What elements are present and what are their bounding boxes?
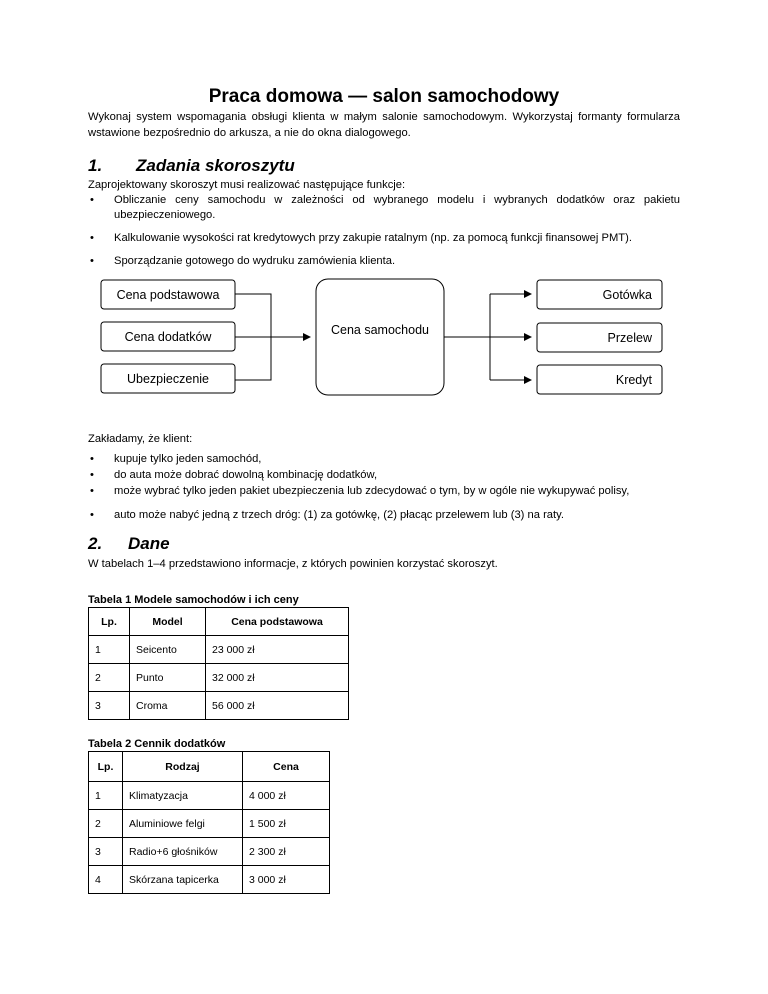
table-cell: Punto <box>130 664 206 692</box>
table-cell: 4 <box>89 866 123 894</box>
table-header: Rodzaj <box>123 752 243 782</box>
output-label: Kredyt <box>615 373 652 387</box>
table-cell: Skórzana tapicerka <box>123 866 243 894</box>
list-item: • auto może nabyć jedną z trzech dróg: (1) za gotówkę, (2) płacąc przelewem lub (3) na raty. <box>88 508 680 523</box>
table-cell: 3 000 zł <box>243 866 330 894</box>
section-2-number: 2. <box>88 534 103 553</box>
table-cell: 1 500 zł <box>243 810 330 838</box>
section-1-number: 1. <box>88 156 103 175</box>
table-cell: Klimatyzacja <box>123 782 243 810</box>
table-cell: 1 <box>89 636 130 664</box>
table-row <box>89 636 349 664</box>
table-cell: 23 000 zł <box>206 636 349 664</box>
list-item: • Kalkulowanie wysokości rat kredytowych przy zakupie ratalnym (np. za pomocą funkcji finansowej PMT). <box>88 231 680 246</box>
table-cell: 3 <box>89 692 130 720</box>
section-2-title: Dane <box>128 534 170 553</box>
table-2 <box>88 751 330 894</box>
section-2-heading <box>88 534 170 554</box>
table-cell: 4 000 zł <box>243 782 330 810</box>
table-header: Cena <box>243 752 330 782</box>
table-row <box>89 838 330 866</box>
table-cell: 56 000 zł <box>206 692 349 720</box>
table-cell: Seicento <box>130 636 206 664</box>
list-item: • może wybrać tylko jeden pakiet ubezpieczenia lub zdecydować o tym, by w ogóle nie wykupywać polisy, <box>88 484 680 499</box>
table-cell: 2 300 zł <box>243 838 330 866</box>
input-label: Ubezpieczenie <box>127 372 209 386</box>
assumptions-lead: Zakładamy, że klient: <box>88 433 193 445</box>
table-cell: Aluminiowe felgi <box>123 810 243 838</box>
list-item: • kupuje tylko jeden samochód, <box>88 452 680 467</box>
table-2-caption: Tabela 2 Cennik dodatków <box>88 738 226 750</box>
table-row <box>89 782 330 810</box>
section-1-title: Zadania skoroszytu <box>136 156 295 175</box>
list-item: • do auta może dobrać dowolną kombinację dodatków, <box>88 468 680 483</box>
table-header: Lp. <box>89 608 130 636</box>
list-item: • Obliczanie ceny samochodu w zależności od wybranego modelu i wybranych dodatków oraz pakietu ubezpieczeniowego. <box>88 193 680 223</box>
table-header: Cena podstawowa <box>206 608 349 636</box>
cena-samochodu-box <box>316 279 444 395</box>
input-label: Cena podstawowa <box>116 288 220 302</box>
intro-paragraph: Wykonaj system wspomagania obsługi klienta w małym salonie samochodowym. Wykorzystaj formanty formularza wstawione bezpośrednio do arkusza, a nie do okna dialogowego. <box>88 111 680 139</box>
table-row <box>89 866 330 894</box>
table-row <box>89 692 349 720</box>
table-row <box>89 810 330 838</box>
list-item: • Sporządzanie gotowego do wydruku zamówienia klienta. <box>88 254 680 269</box>
table-row <box>89 664 349 692</box>
table-cell: 3 <box>89 838 123 866</box>
section-2-lead: W tabelach 1–4 przedstawiono informacje, z których powinien korzystać skoroszyt. <box>88 558 498 570</box>
center-label: Cena samochodu <box>331 323 429 337</box>
section-1-lead: Zaprojektowany skoroszyt musi realizować następujące funkcje: <box>88 179 406 191</box>
input-label: Cena dodatków <box>124 330 212 344</box>
output-label: Przelew <box>607 331 652 345</box>
table-header: Model <box>130 608 206 636</box>
output-label: Gotówka <box>602 288 652 302</box>
table-1 <box>88 607 349 720</box>
table-header: Lp. <box>89 752 123 782</box>
table-cell: Croma <box>130 692 206 720</box>
assumptions-list <box>88 451 680 523</box>
table-cell: 2 <box>89 810 123 838</box>
page-title: Praca domowa — salon samochodowy <box>208 86 560 107</box>
table-cell: Radio+6 głośników <box>123 838 243 866</box>
table-cell: 1 <box>89 782 123 810</box>
table-1-caption: Tabela 1 Modele samochodów i ich ceny <box>88 594 299 606</box>
table-cell: 2 <box>89 664 130 692</box>
table-cell: 32 000 zł <box>206 664 349 692</box>
